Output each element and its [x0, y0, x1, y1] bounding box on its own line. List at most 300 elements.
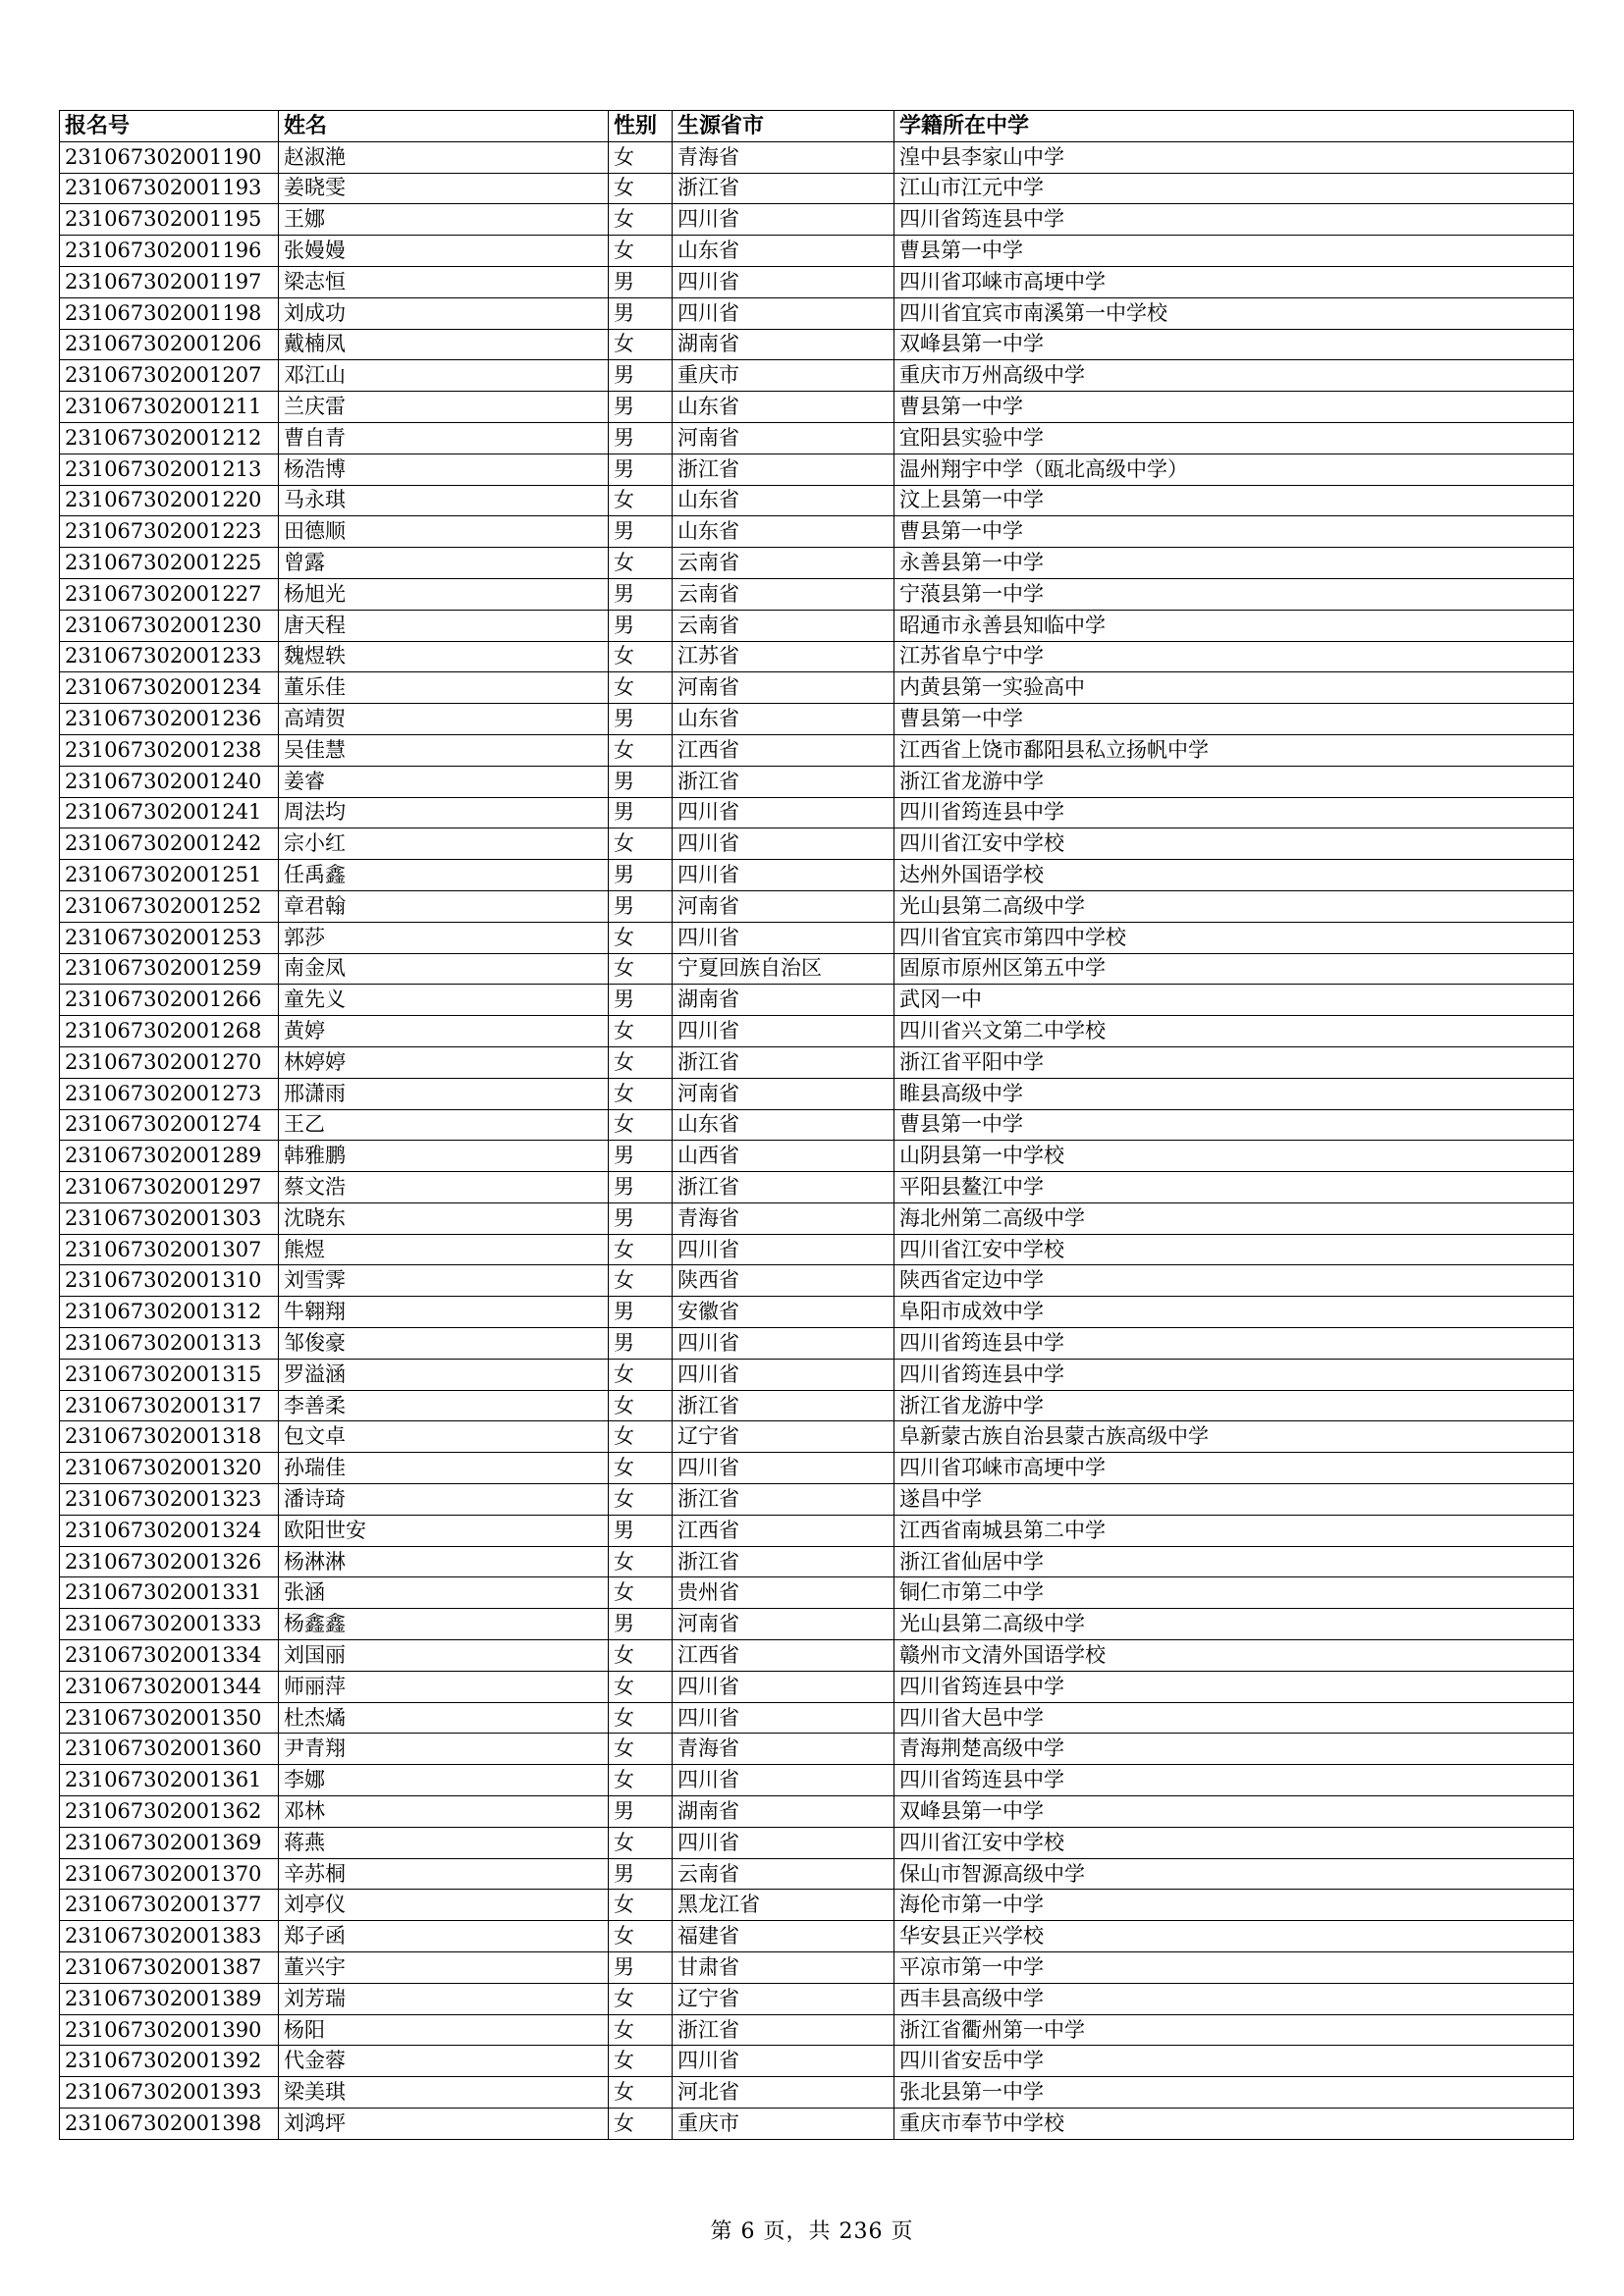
table-row	[60, 1172, 1574, 1203]
cell-province: 四川省	[673, 797, 894, 828]
cell-province: 云南省	[673, 1858, 894, 1890]
cell-school: 双峰县第一中学	[894, 329, 1574, 360]
cell-name: 代金蓉	[279, 2046, 609, 2077]
cell-application-number: 231067302001259	[60, 953, 279, 985]
cell-name: 辛苏桐	[279, 1858, 609, 1890]
cell-province: 江西省	[673, 1640, 894, 1672]
cell-application-number: 231067302001393	[60, 2077, 279, 2109]
cell-name: 杜杰燏	[279, 1702, 609, 1734]
cell-province: 江苏省	[673, 641, 894, 672]
cell-application-number: 231067302001323	[60, 1484, 279, 1516]
cell-application-number: 231067302001233	[60, 641, 279, 672]
cell-province: 四川省	[673, 1328, 894, 1360]
cell-school: 铜仁市第二中学	[894, 1577, 1574, 1609]
cell-gender: 男	[609, 1328, 673, 1360]
cell-application-number: 231067302001240	[60, 766, 279, 797]
cell-province: 河北省	[673, 2077, 894, 2109]
cell-province: 山西省	[673, 1141, 894, 1172]
cell-name: 刘成功	[279, 297, 609, 329]
cell-application-number: 231067302001333	[60, 1609, 279, 1640]
cell-name: 潘诗琦	[279, 1484, 609, 1516]
table-row	[60, 204, 1574, 236]
cell-application-number: 231067302001310	[60, 1265, 279, 1297]
cell-province: 山东省	[673, 236, 894, 267]
table-row	[60, 1515, 1574, 1546]
cell-gender: 女	[609, 1577, 673, 1609]
cell-gender: 女	[609, 1016, 673, 1047]
cell-gender: 女	[609, 1671, 673, 1702]
cell-gender: 男	[609, 1609, 673, 1640]
cell-application-number: 231067302001270	[60, 1046, 279, 1078]
cell-school: 四川省安岳中学	[894, 2046, 1574, 2077]
cell-name: 梁美琪	[279, 2077, 609, 2109]
table-row	[60, 2077, 1574, 2109]
cell-school: 四川省大邑中学	[894, 1702, 1574, 1734]
cell-name: 魏煜轶	[279, 641, 609, 672]
cell-application-number: 231067302001389	[60, 1983, 279, 2014]
table-row	[60, 1390, 1574, 1421]
cell-application-number: 231067302001273	[60, 1078, 279, 1109]
cell-province: 浙江省	[673, 1484, 894, 1516]
table-row	[60, 828, 1574, 860]
cell-school: 宁蒗县第一中学	[894, 578, 1574, 610]
header-gender: 性别	[609, 111, 673, 142]
cell-name: 邓林	[279, 1796, 609, 1828]
cell-school: 阜新蒙古族自治县蒙古族高级中学	[894, 1421, 1574, 1453]
cell-school: 睢县高级中学	[894, 1078, 1574, 1109]
cell-application-number: 231067302001370	[60, 1858, 279, 1890]
header-province: 生源省市	[673, 111, 894, 142]
cell-name: 唐天程	[279, 610, 609, 641]
cell-application-number: 231067302001207	[60, 360, 279, 392]
cell-province: 四川省	[673, 297, 894, 329]
cell-school: 四川省筠连县中学	[894, 204, 1574, 236]
cell-application-number: 231067302001320	[60, 1453, 279, 1484]
table-row	[60, 360, 1574, 392]
table-row	[60, 141, 1574, 173]
cell-name: 周法均	[279, 797, 609, 828]
cell-application-number: 231067302001334	[60, 1640, 279, 1672]
cell-province: 山东省	[673, 516, 894, 548]
cell-gender: 女	[609, 141, 673, 173]
cell-name: 黄婷	[279, 1016, 609, 1047]
header-row	[60, 111, 1574, 142]
cell-application-number: 231067302001227	[60, 578, 279, 610]
cell-gender: 男	[609, 297, 673, 329]
cell-application-number: 231067302001274	[60, 1109, 279, 1141]
cell-gender: 女	[609, 1983, 673, 2014]
cell-application-number: 231067302001317	[60, 1390, 279, 1421]
cell-name: 刘国丽	[279, 1640, 609, 1672]
table-row	[60, 953, 1574, 985]
table-row	[60, 1234, 1574, 1265]
table-row	[60, 1858, 1574, 1890]
cell-gender: 女	[609, 1234, 673, 1265]
cell-application-number: 231067302001193	[60, 173, 279, 204]
cell-gender: 女	[609, 1921, 673, 1952]
cell-gender: 女	[609, 1390, 673, 1421]
cell-application-number: 231067302001190	[60, 141, 279, 173]
cell-school: 浙江省衢州第一中学	[894, 2014, 1574, 2046]
cell-name: 王娜	[279, 204, 609, 236]
cell-province: 云南省	[673, 578, 894, 610]
cell-application-number: 231067302001362	[60, 1796, 279, 1828]
cell-name: 刘亭仪	[279, 1890, 609, 1921]
cell-school: 昭通市永善县知临中学	[894, 610, 1574, 641]
table-row	[60, 516, 1574, 548]
cell-province: 辽宁省	[673, 1421, 894, 1453]
table-row	[60, 548, 1574, 579]
cell-province: 江西省	[673, 1515, 894, 1546]
cell-name: 张嫚嫚	[279, 236, 609, 267]
table-row	[60, 392, 1574, 423]
cell-school: 四川省宜宾市南溪第一中学校	[894, 297, 1574, 329]
cell-province: 浙江省	[673, 1390, 894, 1421]
table-row	[60, 734, 1574, 766]
cell-gender: 女	[609, 1890, 673, 1921]
cell-name: 姜晓雯	[279, 173, 609, 204]
table-row	[60, 578, 1574, 610]
cell-school: 四川省宜宾市第四中学校	[894, 922, 1574, 953]
cell-name: 杨旭光	[279, 578, 609, 610]
table-row	[60, 1577, 1574, 1609]
cell-province: 河南省	[673, 1609, 894, 1640]
cell-gender: 男	[609, 1796, 673, 1828]
cell-gender: 男	[609, 1141, 673, 1172]
cell-name: 杨淋淋	[279, 1546, 609, 1577]
cell-name: 蒋燕	[279, 1827, 609, 1858]
cell-province: 河南省	[673, 672, 894, 704]
cell-application-number: 231067302001360	[60, 1734, 279, 1765]
cell-name: 戴楠凤	[279, 329, 609, 360]
cell-application-number: 231067302001324	[60, 1515, 279, 1546]
cell-name: 欧阳世安	[279, 1515, 609, 1546]
cell-school: 张北县第一中学	[894, 2077, 1574, 2109]
cell-gender: 女	[609, 1421, 673, 1453]
cell-name: 刘雪霁	[279, 1265, 609, 1297]
cell-province: 陕西省	[673, 1265, 894, 1297]
cell-name: 蔡文浩	[279, 1172, 609, 1203]
cell-gender: 男	[609, 985, 673, 1016]
table-row	[60, 1640, 1574, 1672]
cell-application-number: 231067302001252	[60, 890, 279, 922]
cell-school: 华安县正兴学校	[894, 1921, 1574, 1952]
cell-name: 姜睿	[279, 766, 609, 797]
table-row	[60, 641, 1574, 672]
table-row	[60, 610, 1574, 641]
cell-gender: 男	[609, 1858, 673, 1890]
cell-school: 山阴县第一中学校	[894, 1141, 1574, 1172]
cell-gender: 男	[609, 1952, 673, 1984]
table-row	[60, 2014, 1574, 2046]
cell-province: 四川省	[673, 1827, 894, 1858]
table-row	[60, 485, 1574, 516]
table-row	[60, 297, 1574, 329]
cell-school: 阜阳市成效中学	[894, 1297, 1574, 1328]
cell-application-number: 231067302001387	[60, 1952, 279, 1984]
cell-province: 黑龙江省	[673, 1890, 894, 1921]
table-row	[60, 1421, 1574, 1453]
cell-province: 四川省	[673, 922, 894, 953]
cell-gender: 女	[609, 548, 673, 579]
cell-province: 重庆市	[673, 2109, 894, 2140]
cell-application-number: 231067302001211	[60, 392, 279, 423]
cell-name: 孙瑞佳	[279, 1453, 609, 1484]
cell-province: 河南省	[673, 422, 894, 454]
cell-gender: 女	[609, 1359, 673, 1390]
cell-school: 光山县第二高级中学	[894, 1609, 1574, 1640]
table-row	[60, 1796, 1574, 1828]
cell-province: 浙江省	[673, 454, 894, 485]
cell-gender: 女	[609, 1078, 673, 1109]
cell-school: 四川省兴文第二中学校	[894, 1016, 1574, 1047]
cell-province: 福建省	[673, 1921, 894, 1952]
cell-province: 安徽省	[673, 1297, 894, 1328]
cell-school: 四川省江安中学校	[894, 1827, 1574, 1858]
cell-name: 牛翱翔	[279, 1297, 609, 1328]
cell-province: 四川省	[673, 2046, 894, 2077]
cell-application-number: 231067302001253	[60, 922, 279, 953]
cell-gender: 女	[609, 2014, 673, 2046]
cell-name: 王乙	[279, 1109, 609, 1141]
cell-school: 曹县第一中学	[894, 516, 1574, 548]
table-row	[60, 1109, 1574, 1141]
table-row	[60, 1328, 1574, 1360]
header-name: 姓名	[279, 111, 609, 142]
table-row	[60, 1765, 1574, 1796]
cell-gender: 女	[609, 1046, 673, 1078]
table-row	[60, 1141, 1574, 1172]
cell-gender: 女	[609, 1484, 673, 1516]
table-row	[60, 672, 1574, 704]
cell-province: 四川省	[673, 204, 894, 236]
cell-name: 赵淑滟	[279, 141, 609, 173]
cell-application-number: 231067302001212	[60, 422, 279, 454]
cell-name: 梁志恒	[279, 266, 609, 297]
cell-gender: 女	[609, 922, 673, 953]
cell-gender: 女	[609, 1453, 673, 1484]
cell-province: 浙江省	[673, 173, 894, 204]
cell-name: 曾露	[279, 548, 609, 579]
cell-application-number: 231067302001225	[60, 548, 279, 579]
cell-school: 浙江省龙游中学	[894, 766, 1574, 797]
cell-application-number: 231067302001377	[60, 1890, 279, 1921]
cell-application-number: 231067302001236	[60, 704, 279, 735]
cell-gender: 男	[609, 860, 673, 891]
cell-gender: 女	[609, 1265, 673, 1297]
cell-gender: 男	[609, 266, 673, 297]
cell-name: 宗小红	[279, 828, 609, 860]
cell-application-number: 231067302001303	[60, 1202, 279, 1234]
cell-school: 曹县第一中学	[894, 1109, 1574, 1141]
cell-school: 西丰县高级中学	[894, 1983, 1574, 2014]
table-row	[60, 266, 1574, 297]
cell-province: 青海省	[673, 1734, 894, 1765]
cell-application-number: 231067302001220	[60, 485, 279, 516]
cell-school: 宜阳县实验中学	[894, 422, 1574, 454]
cell-gender: 女	[609, 1109, 673, 1141]
table-row	[60, 1078, 1574, 1109]
cell-name: 田德顺	[279, 516, 609, 548]
cell-gender: 女	[609, 1640, 673, 1672]
cell-school: 四川省江安中学校	[894, 828, 1574, 860]
cell-name: 李娜	[279, 1765, 609, 1796]
cell-province: 四川省	[673, 1453, 894, 1484]
table-row	[60, 1952, 1574, 1984]
cell-province: 四川省	[673, 1702, 894, 1734]
cell-province: 山东省	[673, 1109, 894, 1141]
cell-gender: 男	[609, 516, 673, 548]
cell-application-number: 231067302001331	[60, 1577, 279, 1609]
table-row	[60, 1046, 1574, 1078]
cell-school: 四川省邛崃市高埂中学	[894, 1453, 1574, 1484]
cell-province: 浙江省	[673, 1546, 894, 1577]
cell-name: 刘芳瑞	[279, 1983, 609, 2014]
cell-application-number: 231067302001266	[60, 985, 279, 1016]
cell-school: 汶上县第一中学	[894, 485, 1574, 516]
cell-name: 邹俊豪	[279, 1328, 609, 1360]
table-row	[60, 1359, 1574, 1390]
cell-school: 四川省筠连县中学	[894, 1359, 1574, 1390]
cell-school: 武冈一中	[894, 985, 1574, 1016]
cell-province: 湖南省	[673, 985, 894, 1016]
cell-application-number: 231067302001196	[60, 236, 279, 267]
cell-name: 韩雅鹏	[279, 1141, 609, 1172]
cell-school: 海伦市第一中学	[894, 1890, 1574, 1921]
cell-school: 江山市江元中学	[894, 173, 1574, 204]
cell-name: 包文卓	[279, 1421, 609, 1453]
cell-gender: 女	[609, 2109, 673, 2140]
cell-school: 光山县第二高级中学	[894, 890, 1574, 922]
cell-gender: 男	[609, 890, 673, 922]
cell-gender: 男	[609, 422, 673, 454]
cell-school: 曹县第一中学	[894, 704, 1574, 735]
cell-school: 四川省筠连县中学	[894, 1671, 1574, 1702]
cell-gender: 男	[609, 578, 673, 610]
cell-application-number: 231067302001197	[60, 266, 279, 297]
cell-province: 云南省	[673, 548, 894, 579]
cell-gender: 男	[609, 797, 673, 828]
header-school: 学籍所在中学	[894, 111, 1574, 142]
cell-province: 辽宁省	[673, 1983, 894, 2014]
cell-application-number: 231067302001392	[60, 2046, 279, 2077]
table-row	[60, 2109, 1574, 2140]
cell-province: 四川省	[673, 828, 894, 860]
cell-school: 重庆市奉节中学校	[894, 2109, 1574, 2140]
cell-name: 杨鑫鑫	[279, 1609, 609, 1640]
cell-application-number: 231067302001307	[60, 1234, 279, 1265]
cell-application-number: 231067302001344	[60, 1671, 279, 1702]
cell-application-number: 231067302001297	[60, 1172, 279, 1203]
cell-province: 贵州省	[673, 1577, 894, 1609]
cell-school: 遂昌中学	[894, 1484, 1574, 1516]
cell-name: 童先义	[279, 985, 609, 1016]
cell-province: 浙江省	[673, 2014, 894, 2046]
cell-gender: 女	[609, 204, 673, 236]
cell-province: 四川省	[673, 1671, 894, 1702]
cell-name: 熊煜	[279, 1234, 609, 1265]
cell-name: 林婷婷	[279, 1046, 609, 1078]
cell-school: 四川省筠连县中学	[894, 1765, 1574, 1796]
cell-school: 浙江省仙居中学	[894, 1546, 1574, 1577]
cell-application-number: 231067302001198	[60, 297, 279, 329]
cell-application-number: 231067302001238	[60, 734, 279, 766]
cell-gender: 女	[609, 1827, 673, 1858]
table-row	[60, 1827, 1574, 1858]
cell-school: 永善县第一中学	[894, 548, 1574, 579]
cell-gender: 女	[609, 236, 673, 267]
cell-name: 罗溢涵	[279, 1359, 609, 1390]
cell-name: 董兴宇	[279, 1952, 609, 1984]
cell-name: 杨浩博	[279, 454, 609, 485]
cell-application-number: 231067302001195	[60, 204, 279, 236]
cell-school: 江苏省阜宁中学	[894, 641, 1574, 672]
cell-school: 平凉市第一中学	[894, 1952, 1574, 1984]
cell-gender: 男	[609, 610, 673, 641]
cell-application-number: 231067302001315	[60, 1359, 279, 1390]
table-row	[60, 704, 1574, 735]
cell-name: 杨阳	[279, 2014, 609, 2046]
cell-province: 浙江省	[673, 766, 894, 797]
table-row	[60, 1734, 1574, 1765]
cell-application-number: 231067302001361	[60, 1765, 279, 1796]
cell-province: 四川省	[673, 1234, 894, 1265]
cell-school: 双峰县第一中学	[894, 1796, 1574, 1828]
cell-name: 马永琪	[279, 485, 609, 516]
cell-gender: 女	[609, 1546, 673, 1577]
cell-name: 章君翰	[279, 890, 609, 922]
table-row	[60, 1890, 1574, 1921]
cell-school: 陕西省定边中学	[894, 1265, 1574, 1297]
cell-school: 四川省江安中学校	[894, 1234, 1574, 1265]
cell-gender: 男	[609, 1202, 673, 1234]
table-row	[60, 1016, 1574, 1047]
cell-school: 四川省邛崃市高埂中学	[894, 266, 1574, 297]
cell-school: 曹县第一中学	[894, 236, 1574, 267]
cell-gender: 女	[609, 672, 673, 704]
cell-school: 浙江省平阳中学	[894, 1046, 1574, 1078]
table-row	[60, 1297, 1574, 1328]
cell-gender: 女	[609, 953, 673, 985]
cell-name: 邓江山	[279, 360, 609, 392]
cell-school: 四川省筠连县中学	[894, 1328, 1574, 1360]
cell-province: 河南省	[673, 890, 894, 922]
cell-application-number: 231067302001241	[60, 797, 279, 828]
table-row	[60, 1609, 1574, 1640]
table-row	[60, 1484, 1574, 1516]
cell-application-number: 231067302001398	[60, 2109, 279, 2140]
cell-school: 赣州市文清外国语学校	[894, 1640, 1574, 1672]
cell-province: 四川省	[673, 1359, 894, 1390]
cell-gender: 女	[609, 828, 673, 860]
cell-province: 江西省	[673, 734, 894, 766]
cell-name: 张涵	[279, 1577, 609, 1609]
cell-gender: 女	[609, 1702, 673, 1734]
cell-name: 李善柔	[279, 1390, 609, 1421]
table-row	[60, 1921, 1574, 1952]
cell-application-number: 231067302001390	[60, 2014, 279, 2046]
cell-school: 曹县第一中学	[894, 392, 1574, 423]
applicant-table	[59, 110, 1574, 2140]
page-footer: 第 6 页，共 236 页	[710, 2219, 914, 2244]
table-row	[60, 922, 1574, 953]
cell-name: 兰庆雷	[279, 392, 609, 423]
cell-school: 保山市智源高级中学	[894, 1858, 1574, 1890]
cell-name: 吴佳慧	[279, 734, 609, 766]
cell-name: 尹青翔	[279, 1734, 609, 1765]
table-row	[60, 1702, 1574, 1734]
cell-gender: 女	[609, 734, 673, 766]
